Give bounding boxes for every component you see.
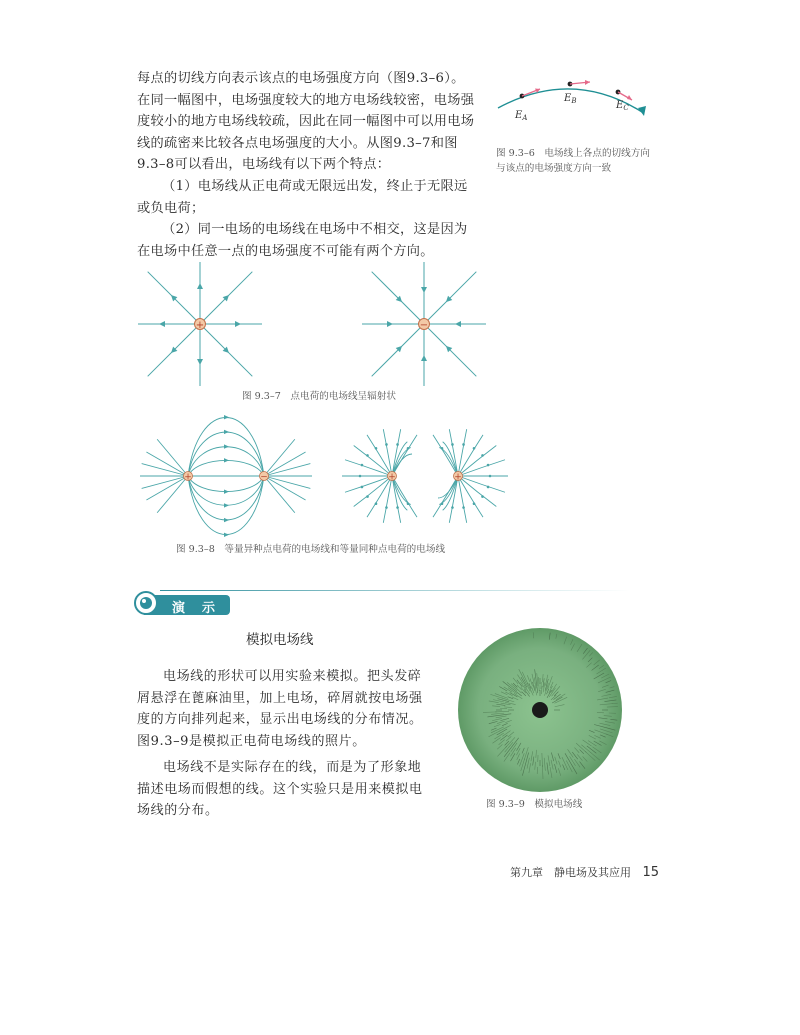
- field-direction-arrow-icon: [455, 321, 461, 327]
- field-arrow-icon: [375, 447, 378, 450]
- outer-field-line: [142, 476, 188, 488]
- field-direction-arrow-icon: [387, 321, 393, 327]
- field-arrow-icon: [385, 506, 388, 509]
- outer-field-line: [146, 476, 188, 500]
- feature-point-1: （1）电场线从正电荷或无限远出发，终止于无限远或负电荷；: [137, 178, 468, 216]
- field-arrow-icon: [462, 443, 465, 446]
- demo-badge-label: 演 示: [172, 601, 218, 616]
- figure-9-3-9-caption: 图 9.3–9 模拟电场线: [486, 799, 583, 810]
- field-arrow-icon: [396, 506, 399, 509]
- field-arrow-icon: [224, 415, 229, 419]
- demo-title: 模拟电场线: [246, 632, 314, 648]
- field-arrow-icon: [481, 495, 484, 498]
- repelling-field-line: [458, 476, 496, 507]
- outer-field-line: [146, 452, 188, 476]
- field-arrow-icon: [441, 447, 444, 450]
- page-number: 15: [642, 865, 660, 880]
- field-arrow-icon: [224, 503, 229, 507]
- field-arrow-icon: [366, 495, 369, 498]
- field-arrow-icon: [481, 454, 484, 457]
- field-arrow-icon: [451, 443, 454, 446]
- figure-9-3-6-caption: 图 9.3–6 电场线上各点的切线方向与该点的电场强度方向一致: [496, 148, 650, 174]
- repelling-field-line: [354, 445, 392, 476]
- field-direction-arrow-icon: [421, 287, 427, 293]
- central-electrode-icon: [532, 702, 548, 718]
- field-arrow-icon: [375, 502, 378, 505]
- label-ec: $E_C$: [616, 100, 629, 112]
- field-arrow-icon: [224, 518, 229, 522]
- figure-9-3-7-caption: 图 9.3–7 点电荷的电场线呈辐射状: [242, 391, 396, 402]
- field-arrow-icon: [451, 506, 454, 509]
- charge-symbol: +: [454, 472, 462, 483]
- outer-field-line: [142, 464, 188, 476]
- field-arrow-icon: [407, 502, 410, 505]
- tangent-arrow-c-head-icon: [627, 95, 632, 100]
- repelling-field-line: [458, 445, 496, 476]
- figure-9-3-7-point-charges: [138, 262, 498, 390]
- demo-lens-glint-icon: [142, 599, 146, 603]
- positive-charge-field: [138, 262, 262, 386]
- outer-field-line: [264, 464, 310, 476]
- label-eb: $E_B$: [564, 93, 577, 105]
- label-ea: $E_A$: [515, 110, 528, 122]
- charge-symbol: +: [184, 472, 192, 483]
- like-charges-field: [342, 429, 508, 523]
- radial-field-line: [424, 272, 476, 324]
- field-arrow-icon: [359, 475, 362, 478]
- demo-paragraph-2: 电场线不是实际存在的线，而是为了形象地描述电场而假想的线。这个实验只是用来模拟电场线的分布。: [137, 760, 423, 818]
- field-arrow-icon: [224, 458, 229, 462]
- demo-lens-icon: [134, 591, 158, 615]
- field-direction-arrow-icon: [159, 321, 165, 327]
- field-arrow-icon: [361, 486, 364, 489]
- radial-field-line: [372, 272, 424, 324]
- opposite-charges-field: [140, 415, 312, 537]
- connecting-field-line: [188, 432, 264, 476]
- field-arrow-icon: [366, 454, 369, 457]
- charge-symbol: +: [195, 320, 205, 331]
- field-arrow-icon: [224, 489, 229, 493]
- main-paragraph: [137, 68, 477, 262]
- field-arrow-icon: [473, 502, 476, 505]
- feature-point-2: （2）同一电场的电场线在电场中不相交，这是因为在电场中任意一点的电场强度不可能有两个方向。: [137, 222, 468, 259]
- outer-field-line: [157, 439, 188, 476]
- field-arrow-icon: [489, 475, 492, 478]
- simulated-field-line-photo: [455, 625, 625, 795]
- figure-9-3-8-caption: 图 9.3–8 等量异种点电荷的电场线和等量同种点电荷的电场线: [176, 544, 446, 555]
- demo-badge: [130, 591, 232, 617]
- repelling-field-line: [345, 476, 392, 492]
- charge-symbol: +: [388, 472, 396, 483]
- connecting-field-line: [188, 476, 264, 492]
- radial-field-line: [424, 324, 476, 376]
- field-arrow-icon: [462, 506, 465, 509]
- field-arrow-icon: [224, 533, 229, 537]
- field-direction-arrow-icon: [197, 359, 203, 365]
- field-direction-arrow-icon: [421, 355, 427, 361]
- connecting-field-line: [188, 460, 264, 476]
- field-direction-arrow-icon: [235, 321, 241, 327]
- charge-symbol: −: [260, 472, 268, 483]
- outer-field-line: [264, 476, 295, 513]
- charge-symbol: −: [419, 320, 429, 331]
- figure-9-3-6: [492, 68, 662, 136]
- field-arrow-icon: [224, 444, 229, 448]
- negative-charge-field: [362, 262, 486, 386]
- repelling-field-line: [458, 460, 505, 476]
- outer-field-line: [264, 452, 306, 476]
- paragraph-intro: 每点的切线方向表示该点的电场强度方向（图9.3–6）。在同一幅图中，电场强度较大的地方电场线较密，电场强度较小的地方电场线较疏，因此在同一幅图中可以用电场线的疏密来比较各点电场强度的大小。从图9.3–7和图9.3–8可以看出，电场线有以下两个特点：: [137, 71, 475, 173]
- field-arrow-icon: [385, 443, 388, 446]
- demo-paragraph-1: 电场线的形状可以用实验来模拟。把头发碎屑悬浮在蓖麻油里，加上电场，碎屑就按电场强度的方向排列起来，显示出电场线的分布情况。图9.3–9是模拟正电荷电场线的照片。: [137, 669, 423, 749]
- demo-text: [137, 666, 429, 822]
- field-arrow-icon: [224, 430, 229, 434]
- repelling-field-line: [458, 476, 505, 492]
- field-arrow-icon: [361, 464, 364, 467]
- page-footer: [510, 864, 659, 880]
- repelling-field-line: [345, 460, 392, 476]
- repelling-field-line: [354, 476, 392, 507]
- radial-field-line: [372, 324, 424, 376]
- connecting-field-line: [188, 476, 264, 520]
- field-arrow-icon: [396, 443, 399, 446]
- field-arrow-icon: [487, 486, 490, 489]
- field-arrow-icon: [473, 447, 476, 450]
- field-direction-arrow-icon: [197, 283, 203, 289]
- outer-field-line: [264, 476, 306, 500]
- field-arrow-icon: [487, 464, 490, 467]
- figure-9-3-8-charge-pairs: [140, 422, 500, 532]
- tangent-field-line-diagram: [492, 68, 662, 136]
- outer-field-line: [264, 439, 295, 476]
- outer-field-line: [264, 476, 310, 488]
- chapter-title: 第九章 静电场及其应用: [510, 866, 631, 879]
